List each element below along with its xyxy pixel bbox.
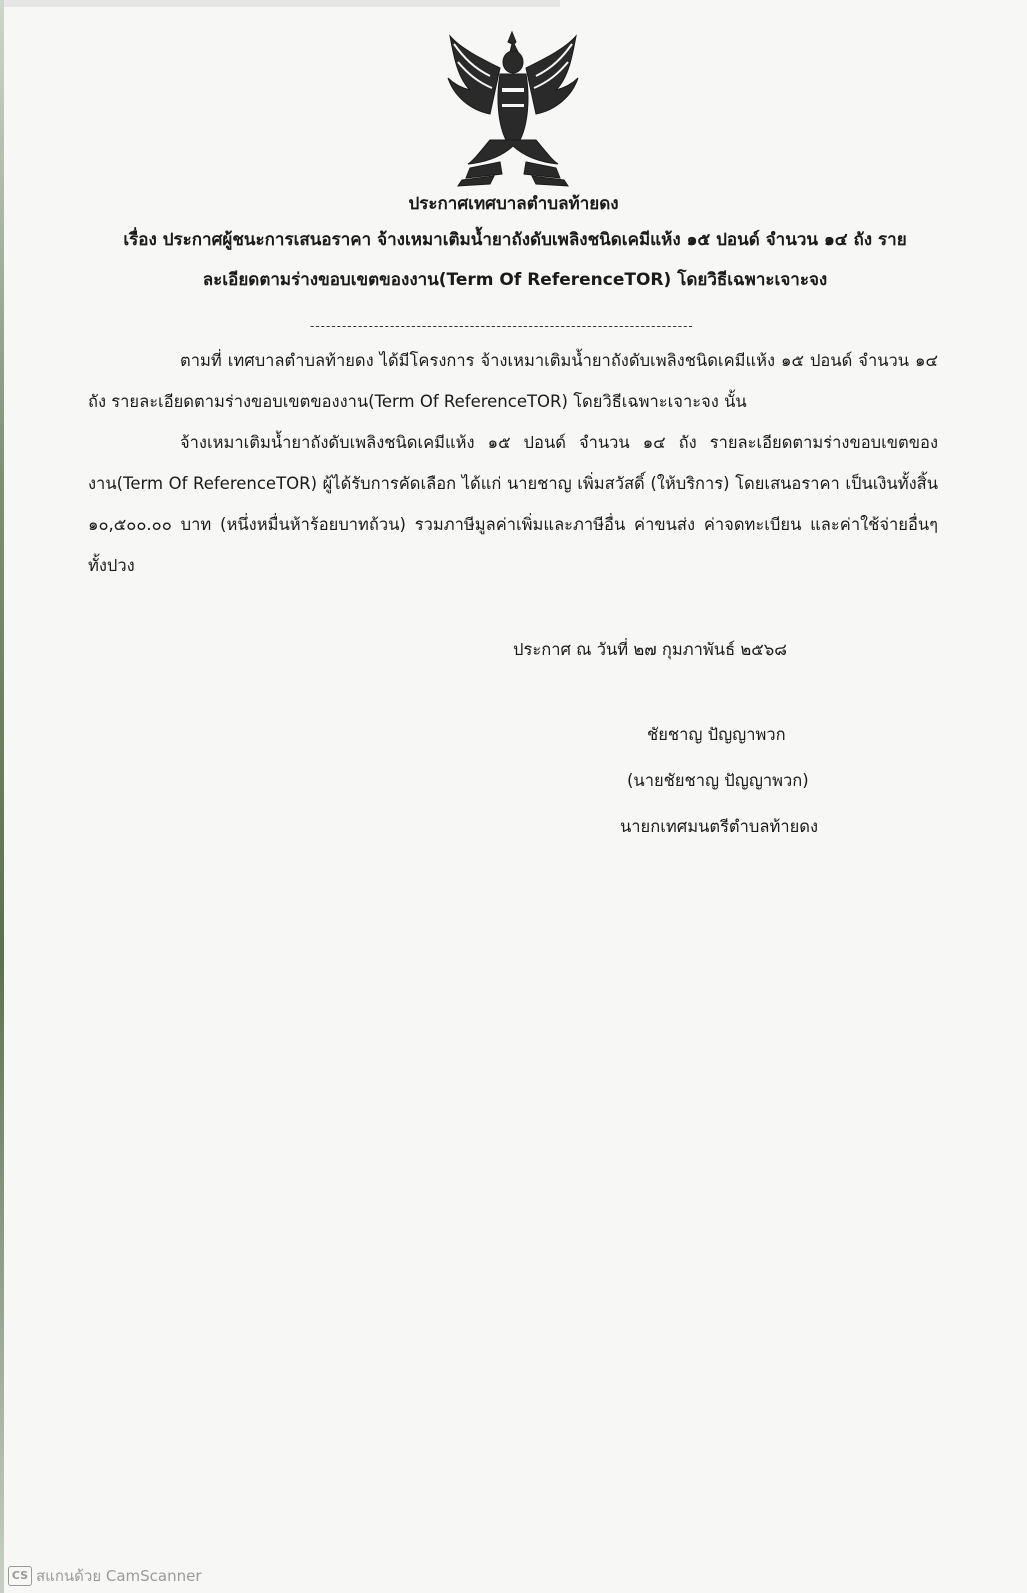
document-title: ประกาศเทศบาลตำบลท้ายดง [408,194,619,214]
section-divider: ------------------------------------------------------------------------ [310,319,694,333]
signature-full-name: (นายชัยชาญ ปัญญาพวก) [627,771,809,790]
body-paragraph-2: จ้างเหมาเติมน้ำยาถังดับเพลิงชนิดเคมีแห้ง ๑๕ ปอนด์ จำนวน ๑๔ ถัง รายละเอียดตามร่างขอบเขตของงาน(Term Of ReferenceTOR) ผู้ได้รับการคัดเลือก ได้แก่ นายชาญ เพิ่มสวัสดิ์ (ให้บริการ) โดยเสนอราคา เป็นเงินทั้งสิ้น ๑๐,๕๐๐.๐๐ บาท (หนึ่งหมื่นห้าร้อยบาทถ้วน) รวมภาษีมูลค่าเพิ่มและภาษีอื่น ค่าขนส่ง ค่าจดทะเบียน และค่าใช้จ่ายอื่นๆ ทั้งปวง [88,433,938,575]
subject-line-1: เรื่อง ประกาศผู้ชนะการเสนอราคา จ้างเหมาเติมน้ำยาถังดับเพลิงชนิดเคมีแห้ง ๑๕ ปอนด์ จำนวน ๑๔ ถัง ราย [123,230,907,250]
signature-position: นายกเทศมนตรีตำบลท้ายดง [620,817,819,836]
signature-signed-name: ชัยชาญ ปัญญาพวก [647,725,786,744]
camscanner-text: สแกนด้วย CamScanner [36,1567,202,1585]
announcement-date: ประกาศ ณ วันที่ ๒๗ กุมภาพันธ์ ๒๕๖๘ [513,640,787,659]
garuda-emblem-icon [440,28,585,188]
body-paragraph-1: ตามที่ เทศบาลตำบลท้ายดง ได้มีโครงการ จ้างเหมาเติมน้ำยาถังดับเพลิงชนิดเคมีแห้ง ๑๕ ปอนด์ จำนวน ๑๔ ถัง รายละเอียดตามร่างขอบเขตของงาน(Term Of ReferenceTOR) โดยวิธีเฉพาะเจาะจง นั้น [88,351,938,411]
camscanner-footer [8,1564,202,1588]
scan-left-edge [0,0,4,1593]
scan-top-edge [0,0,560,7]
subject-line-2: ละเอียดตามร่างขอบเขตของงาน(Term Of ReferenceTOR) โดยวิธีเฉพาะเจาะจง [202,270,828,290]
camscanner-logo-icon: CS [8,1566,32,1586]
